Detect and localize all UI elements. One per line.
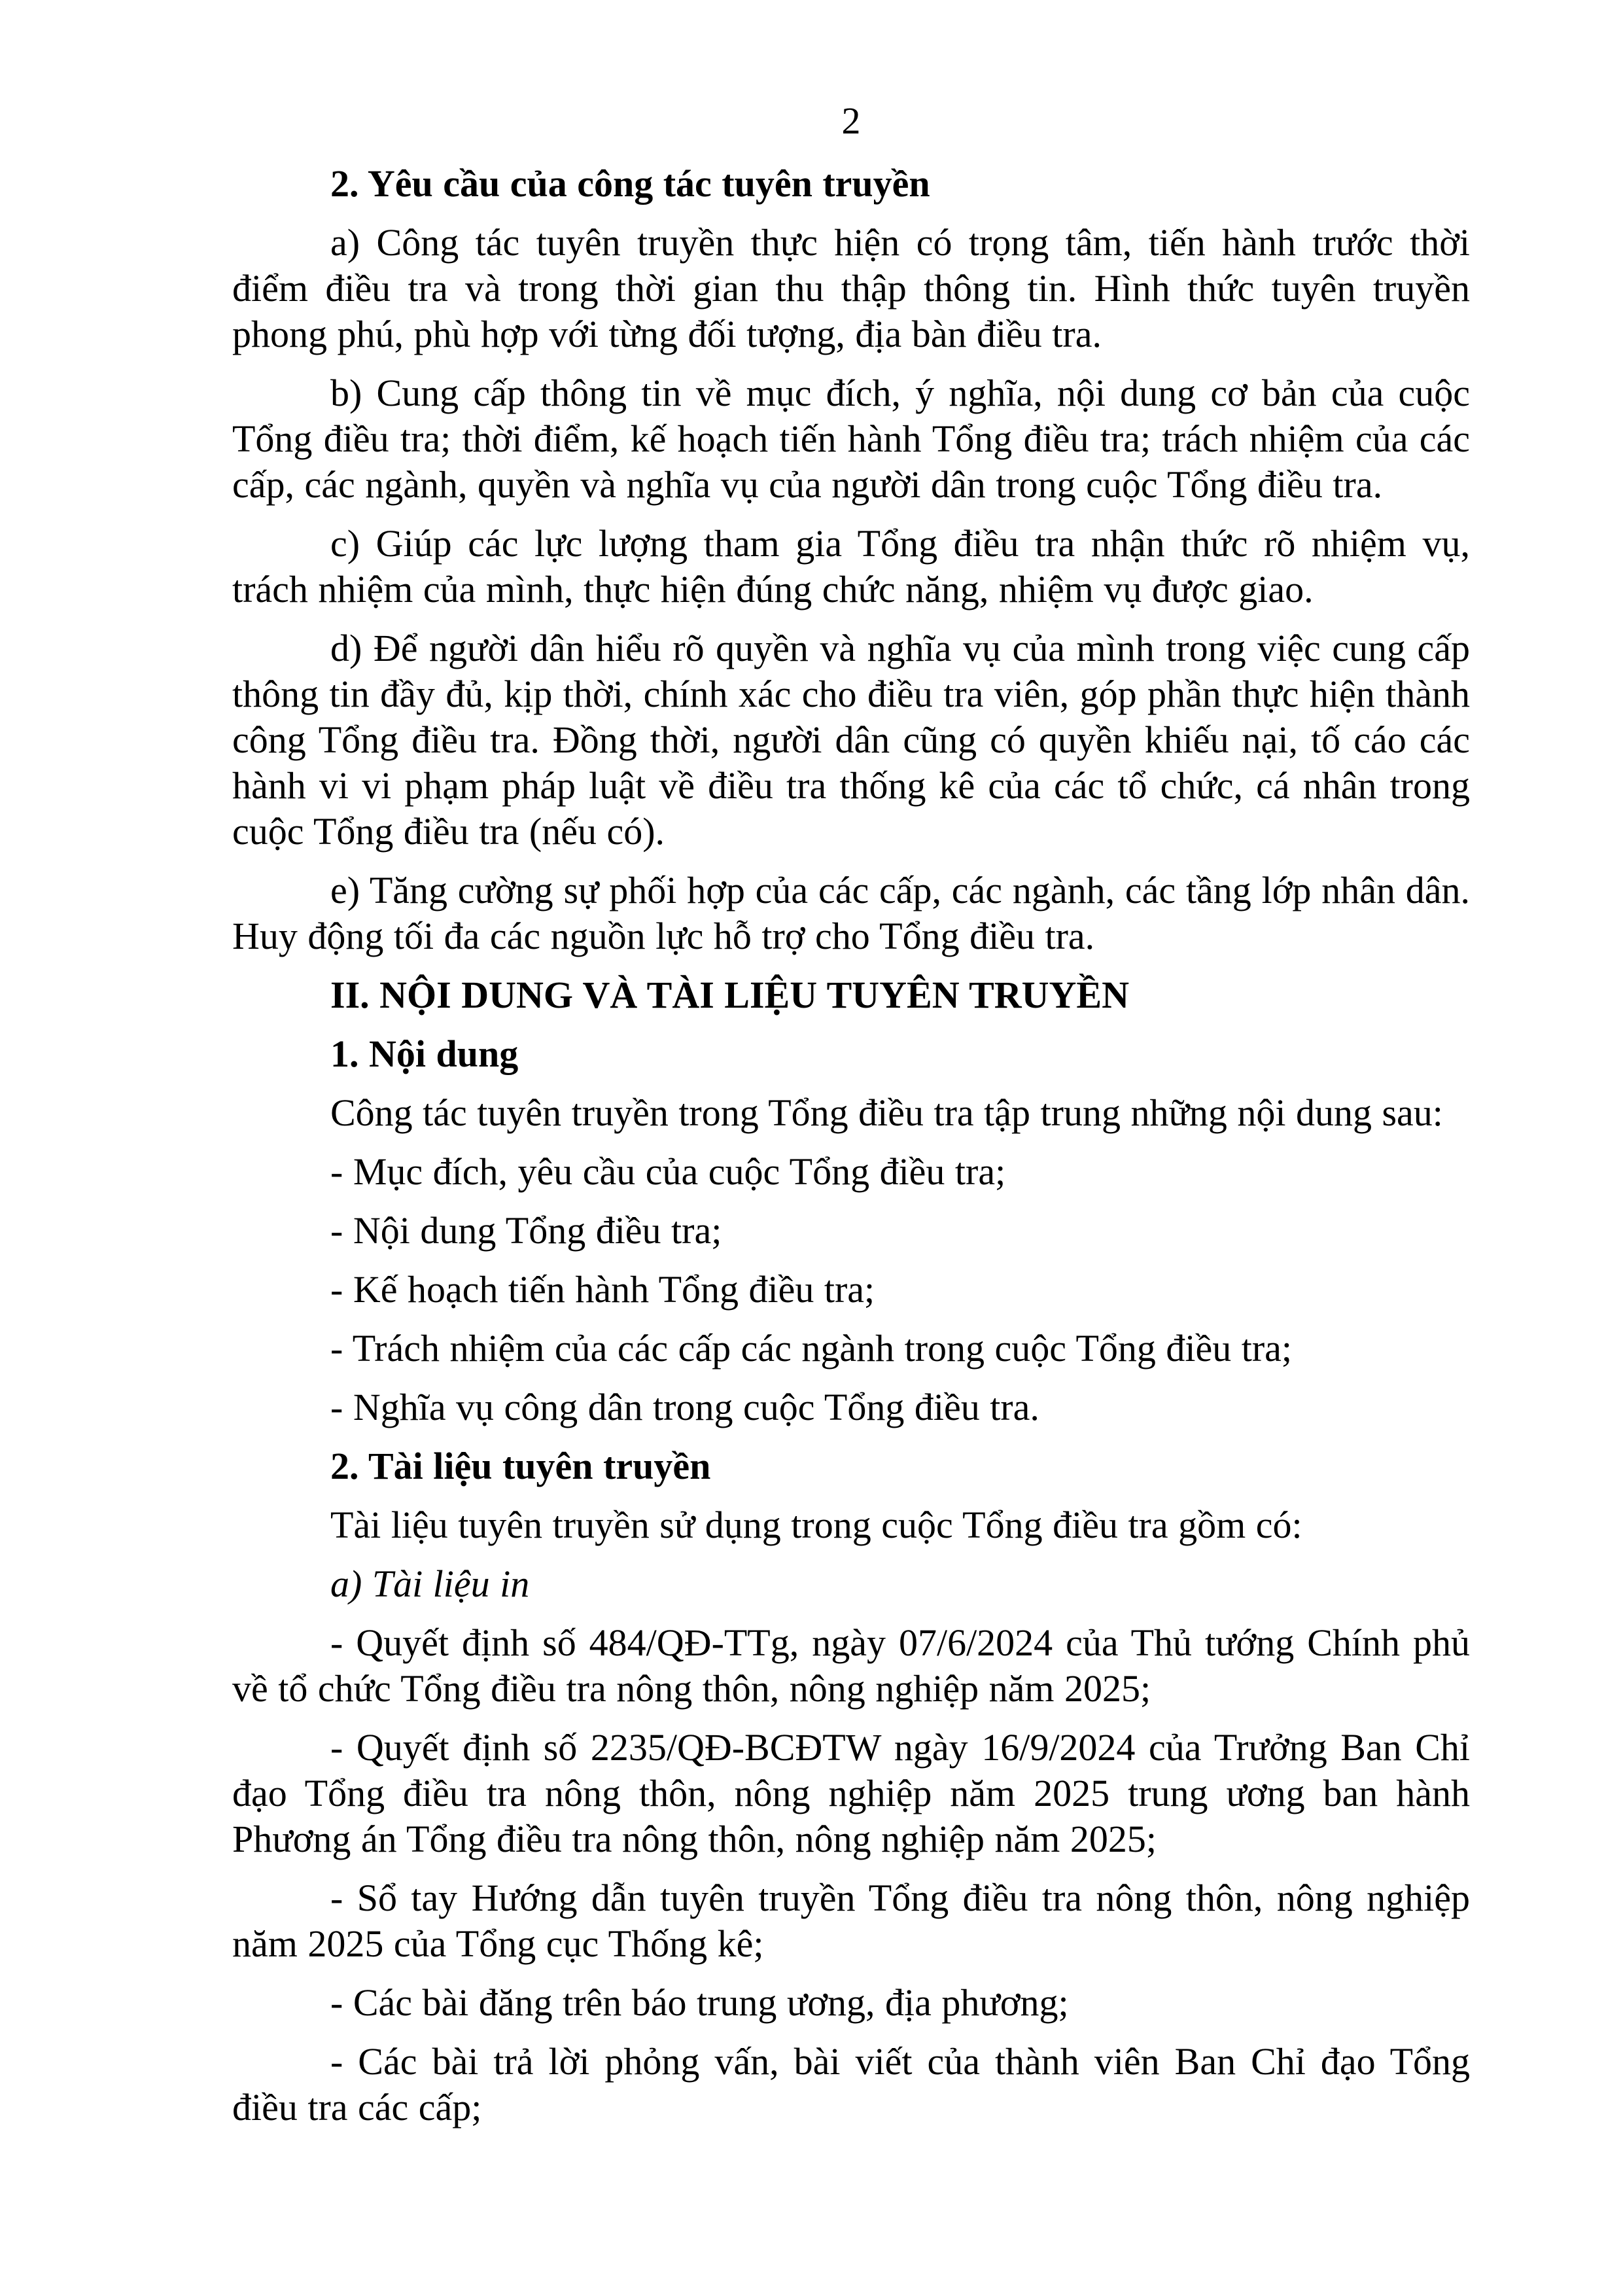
section-2-heading: 2. Yêu cầu của công tác tuyên truyền [330, 162, 930, 205]
material-bullet-4: - Các bài đăng trên báo trung ương, địa phương; [330, 1981, 1069, 2024]
page-number: 2 [841, 99, 861, 142]
paragraph-e: e) Tăng cường sự phối hợp của các cấp, các ngành, các tầng lớp nhân dân. Huy động tối đa các nguồn lực hỗ trợ cho Tổng điều tra. [232, 869, 1470, 957]
paragraph-c: c) Giúp các lực lượng tham gia Tổng điều tra nhận thức rõ nhiệm vụ, trách nhiệm của mình, thực hiện đúng chức năng, nhiệm vụ được giao. [232, 522, 1470, 610]
content-bullet-3: - Kế hoạch tiến hành Tổng điều tra; [330, 1268, 875, 1311]
content-bullet-1: - Mục đích, yêu cầu của cuộc Tổng điều tra; [330, 1150, 1006, 1193]
material-bullet-5: - Các bài trả lời phỏng vấn, bài viết của thành viên Ban Chỉ đạo Tổng điều tra các cấp; [232, 2040, 1470, 2128]
material-bullet-3: - Sổ tay Hướng dẫn tuyên truyền Tổng điều tra nông thôn, nông nghiệp năm 2025 của Tổng cục Thống kê; [232, 1877, 1470, 1965]
section-II-heading: II. NỘI DUNG VÀ TÀI LIỆU TUYÊN TRUYỀN [330, 974, 1129, 1016]
paragraph-a: a) Công tác tuyên truyền thực hiện có trọng tâm, tiến hành trước thời điểm điều tra và trong thời gian thu thập thông tin. Hình thức tuyên truyền phong phú, phù hợp với từng đối tượng, địa bàn điều tra. [232, 221, 1470, 355]
material-bullet-1: - Quyết định số 484/QĐ-TTg, ngày 07/6/2024 của Thủ tướng Chính phủ về tổ chức Tổng điều tra nông thôn, nông nghiệp năm 2025; [232, 1621, 1470, 1710]
content-intro: Công tác tuyên truyền trong Tổng điều tra tập trung những nội dung sau: [330, 1091, 1443, 1134]
paragraph-d: d) Để người dân hiểu rõ quyền và nghĩa vụ của mình trong việc cung cấp thông tin đầy đủ, kịp thời, chính xác cho điều tra viên, góp phần thực hiện thành công Tổng điều tra. Đồng thời, người dân cũng có quyền khiếu nại, tố cáo các hành vi vi phạm pháp luật về điều tra thống kê của các tổ chức, cá nhân trong cuộc Tổng điều tra (nếu có). [232, 627, 1470, 853]
printed-materials-heading: a) Tài liệu in [330, 1563, 530, 1605]
subsection-1-heading: 1. Nội dung [330, 1033, 519, 1075]
content-bullet-4: - Trách nhiệm của các cấp các ngành trong cuộc Tổng điều tra; [330, 1327, 1293, 1369]
subsection-2-heading: 2. Tài liệu tuyên truyền [330, 1445, 711, 1487]
materials-intro: Tài liệu tuyên truyền sử dụng trong cuộc Tổng điều tra gồm có: [330, 1504, 1302, 1546]
content-bullet-5: - Nghĩa vụ công dân trong cuộc Tổng điều tra. [330, 1386, 1039, 1428]
content-bullet-2: - Nội dung Tổng điều tra; [330, 1209, 722, 1252]
paragraph-b: b) Cung cấp thông tin về mục đích, ý nghĩa, nội dung cơ bản của cuộc Tổng điều tra; thời điểm, kế hoạch tiến hành Tổng điều tra; trách nhiệm của các cấp, các ngành, quyền và nghĩa vụ của người dân trong cuộc Tổng điều tra. [232, 372, 1470, 506]
document-content [232, 98, 1470, 2144]
material-bullet-2: - Quyết định số 2235/QĐ-BCĐTW ngày 16/9/2024 của Trưởng Ban Chỉ đạo Tổng điều tra nông thôn, nông nghiệp năm 2025 trung ương ban hành Phương án Tổng điều tra nông thôn, nông nghiệp năm 2025; [232, 1726, 1470, 1860]
